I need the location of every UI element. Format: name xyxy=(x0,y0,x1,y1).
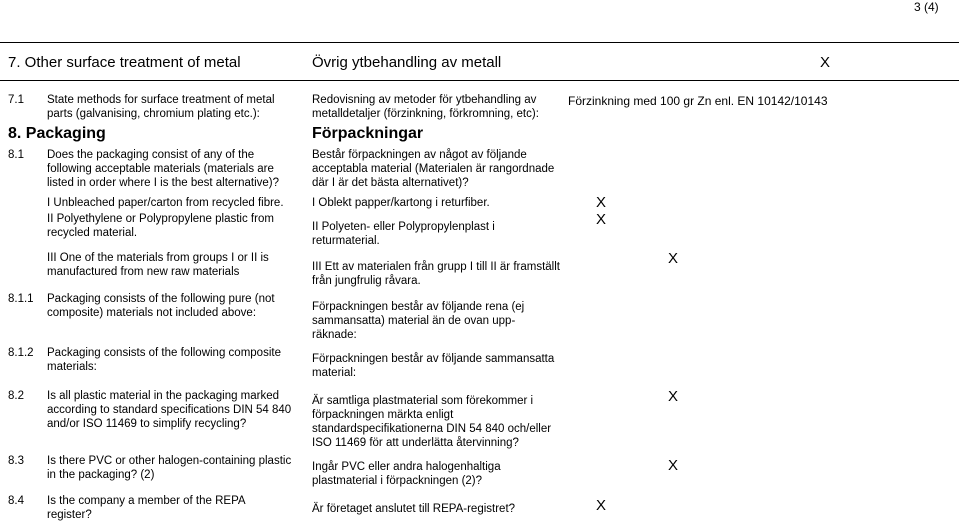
divider xyxy=(0,80,959,81)
option-iii-text-sv: III Ett av materialen från grupp I till II är framställt från jungfrulig råvara. xyxy=(312,261,560,287)
option-iii-text-en: III One of the materials from groups I or II is manufactured from new raw materials xyxy=(47,252,269,278)
row-8-4-text-en: Is the company a member of the REPA register? xyxy=(47,495,245,521)
row-8-1-number: 8.1 xyxy=(8,149,24,161)
option-ii-mark: X xyxy=(596,211,607,228)
row-7-1-text-sv: Redovisning av metoder för ytbehandling av metalldetaljer (förzinkning, förkromning, etc): xyxy=(312,94,539,120)
row-8-3-text-sv: Ingår PVC eller andra halogenhaltiga plastmaterial i förpackningen (2)? xyxy=(312,461,501,487)
row-7-1-answer: Förzinkning med 100 gr Zn enl. EN 10142/10143 xyxy=(568,94,828,108)
option-i-mark: X xyxy=(596,194,607,211)
row-8-1-2-text-en: Packaging consists of the following composite materials: xyxy=(47,347,281,373)
row-8-1-2-text-sv: Förpackningen består av följande sammansatta material: xyxy=(312,353,555,379)
divider xyxy=(0,42,959,43)
option-i-text-en: I Unbleached paper/carton from recycled fibre. xyxy=(47,197,284,209)
row-8-4-number: 8.4 xyxy=(8,495,24,507)
row-8-2-mark: X xyxy=(668,388,679,405)
row-8-4-mark: X xyxy=(596,497,607,514)
row-8-3-number: 8.3 xyxy=(8,455,24,467)
section-7-title-sv: Övrig ytbehandling av metall xyxy=(312,54,502,71)
row-8-1-text-en: Does the packaging consist of any of the following acceptable materials (materials are listed in order where I is the best alternative)? xyxy=(47,149,280,189)
row-7-1-number: 7.1 xyxy=(8,94,24,106)
row-8-4-text-sv: Är företaget anslutet till REPA-registret? xyxy=(312,503,516,515)
row-8-3-text-en: Is there PVC or other halogen-containing plastic in the packaging? (2) xyxy=(47,455,292,481)
page-number: 3 (4) xyxy=(914,0,939,14)
row-8-2-text-sv: Är samtliga plastmaterial som förekommer i förpackningen märkta enligt standardspecifikationerna DIN 54 840 och/eller ISO 11469 för att underlätta återvinning? xyxy=(312,395,552,449)
section-7-mark: X xyxy=(820,54,831,71)
section-7-title-en: 7. Other surface treatment of metal xyxy=(8,54,241,71)
section-8-title-en: 8. Packaging xyxy=(8,125,106,142)
row-8-3-mark: X xyxy=(668,457,679,474)
section-8-title-sv: Förpackningar xyxy=(312,125,424,142)
row-8-1-1-text-en: Packaging consists of the following pure (not composite) materials not included above: xyxy=(47,293,275,319)
option-i-text-sv: I Oblekt papper/kartong i returfiber. xyxy=(312,197,490,209)
row-8-1-1-number: 8.1.1 xyxy=(8,293,34,305)
option-iii-mark: X xyxy=(668,250,679,267)
option-ii-text-sv: II Polyeten- eller Polypropylenplast i returmaterial. xyxy=(312,221,495,247)
option-ii-text-en: II Polyethylene or Polypropylene plastic from recycled material. xyxy=(47,213,274,239)
row-8-2-text-en: Is all plastic material in the packaging marked according to standard specifications DIN 54 840 and/or ISO 11469 to simplify recycling? xyxy=(47,390,292,430)
row-8-1-2-number: 8.1.2 xyxy=(8,347,34,359)
row-8-1-text-sv: Består förpackningen av något av följande acceptabla material (Materialen är rangordnade där I är det bästa alternativet)? xyxy=(312,149,555,189)
row-8-2-number: 8.2 xyxy=(8,390,24,402)
row-8-1-1-text-sv: Förpackningen består av följande rena (ej sammansatta) material än de ovan upp-räknade: xyxy=(312,301,525,341)
row-7-1-text-en: State methods for surface treatment of metal parts (galvanising, chromium plating etc.): xyxy=(47,94,275,120)
